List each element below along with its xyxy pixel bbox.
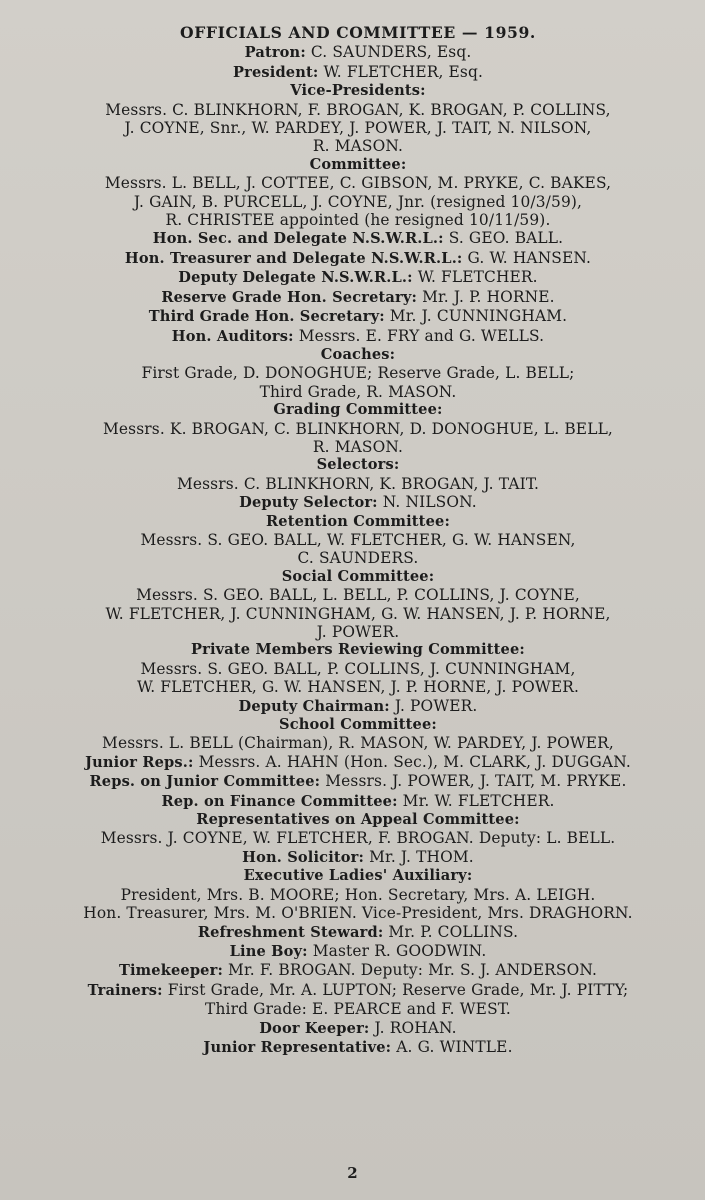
deputy-chairman-value: J. POWER.	[394, 696, 478, 715]
page-number: 2	[347, 1164, 358, 1182]
junior-representative-label: Junior Representative:	[203, 1038, 392, 1056]
reps-junior-committee-line	[46, 772, 670, 791]
door-keeper-value: J. ROHAN.	[374, 1018, 457, 1037]
committee-heading: Committee:	[309, 155, 407, 173]
timekeeper-value: Mr. F. BROGAN. Deputy: Mr. S. J. ANDERSON.	[228, 961, 598, 980]
trainers-value: First Grade, Mr. A. LUPTON; Reserve Grade, Mr. J. PITTY;	[167, 980, 629, 999]
vice-presidents-line: J. COYNE, Snr., W. PARDEY, J. POWER, J. TAIT, N. NILSON,	[124, 119, 592, 138]
hon-treasurer-line	[46, 249, 670, 268]
third-grade-secretary-label: Third Grade Hon. Secretary:	[148, 308, 385, 326]
reserve-grade-secretary-label: Reserve Grade Hon. Secretary:	[161, 288, 418, 306]
deputy-delegate-label: Deputy Delegate N.S.W.R.L.:	[178, 269, 413, 287]
hon-auditors-label: Hon. Auditors:	[171, 327, 294, 345]
timekeeper-label: Timekeeper:	[118, 962, 223, 980]
deputy-chairman-label: Deputy Chairman:	[238, 697, 390, 715]
deputy-selector-line	[46, 493, 670, 512]
president-value: W. FLETCHER, Esq.	[323, 62, 484, 81]
junior-reps-line	[46, 753, 670, 772]
page-title: OFFICIALS AND COMMITTEE — 1959.	[180, 24, 536, 42]
hon-sec-label: Hon. Sec. and Delegate N.S.W.R.L.:	[152, 230, 444, 248]
reps-junior-committee-label: Reps. on Junior Committee:	[89, 773, 321, 791]
officials-list	[46, 24, 670, 1057]
private-members-heading: Private Members Reviewing Committee:	[191, 641, 525, 659]
hon-sec-value: S. GEO. BALL.	[448, 229, 564, 248]
private-members-line: W. FLETCHER, G. W. HANSEN, J. P. HORNE, J. POWER.	[136, 678, 580, 697]
president-label: President:	[232, 63, 319, 81]
rep-finance-line	[46, 792, 670, 811]
trainers-line-2: Third Grade: E. PEARCE and F. WEST.	[205, 1000, 511, 1019]
trainers-label: Trainers:	[87, 981, 163, 999]
selectors-line: Messrs. C. BLINKHORN, K. BROGAN, J. TAIT.	[176, 474, 540, 493]
hon-sec-line	[46, 229, 670, 248]
reserve-grade-secretary-line	[46, 288, 670, 307]
refreshment-steward-line	[46, 923, 670, 942]
vice-presidents-heading: Vice-Presidents:	[290, 82, 426, 100]
committee-line: J. GAIN, B. PURCELL, J. COYNE, Jnr. (resigned 10/3/59),	[133, 192, 583, 211]
rep-finance-label: Rep. on Finance Committee:	[161, 792, 398, 810]
committee-line: R. CHRISTEE appointed (he resigned 10/11/59).	[165, 211, 551, 230]
third-grade-secretary-line	[46, 307, 670, 326]
social-committee-line: Messrs. S. GEO. BALL, L. BELL, P. COLLINS, J. COYNE,	[136, 586, 580, 605]
line-boy-line	[46, 942, 670, 961]
hon-solicitor-line	[46, 848, 670, 867]
patron-line	[46, 43, 670, 62]
ladies-auxiliary-line: Hon. Treasurer, Mrs. M. O'BRIEN. Vice-President, Mrs. DRAGHORN.	[83, 904, 633, 923]
junior-reps-value: Messrs. A. HAHN (Hon. Sec.), M. CLARK, J. DUGGAN.	[198, 752, 631, 771]
ladies-auxiliary-line: President, Mrs. B. MOORE; Hon. Secretary, Mrs. A. LEIGH.	[120, 885, 596, 904]
deputy-delegate-value: W. FLETCHER.	[417, 268, 538, 287]
patron-value: C. SAUNDERS, Esq.	[310, 43, 472, 62]
hon-treasurer-value: G. W. HANSEN.	[467, 248, 592, 267]
trainers-line	[46, 981, 670, 1000]
hon-treasurer-label: Hon. Treasurer and Delegate N.S.W.R.L.:	[124, 249, 463, 267]
grading-committee-line: Messrs. K. BROGAN, C. BLINKHORN, D. DONOGHUE, L. BELL,	[103, 419, 613, 438]
retention-committee-line: C. SAUNDERS.	[297, 549, 419, 568]
third-grade-secretary-value: Mr. J. CUNNINGHAM.	[389, 307, 568, 326]
refreshment-steward-label: Refreshment Steward:	[197, 923, 384, 941]
refreshment-steward-value: Mr. P. COLLINS.	[388, 922, 519, 941]
grading-committee-line: R. MASON.	[312, 437, 404, 456]
ladies-auxiliary-heading: Executive Ladies' Auxiliary:	[243, 867, 473, 885]
school-committee-heading: School Committee:	[279, 716, 437, 734]
appeal-committee-line: Messrs. J. COYNE, W. FLETCHER, F. BROGAN. Deputy: L. BELL.	[100, 829, 616, 848]
hon-solicitor-value: Mr. J. THOM.	[369, 847, 474, 866]
social-committee-line: J. POWER.	[316, 623, 400, 641]
reps-junior-committee-value: Messrs. J. POWER, J. TAIT, M. PRYKE.	[325, 772, 627, 791]
hon-auditors-line	[46, 327, 670, 346]
junior-reps-label: Junior Reps.:	[85, 753, 194, 771]
line-boy-value: Master R. GOODWIN.	[312, 941, 487, 960]
committee-line: Messrs. L. BELL, J. COTTEE, C. GIBSON, M. PRYKE, C. BAKES,	[104, 174, 612, 193]
coaches-line: First Grade, D. DONOGHUE; Reserve Grade, L. BELL;	[141, 364, 575, 383]
door-keeper-line	[46, 1019, 670, 1038]
president-line	[46, 63, 670, 82]
timekeeper-line	[46, 961, 670, 980]
retention-committee-line: Messrs. S. GEO. BALL, W. FLETCHER, G. W. HANSEN,	[140, 530, 576, 549]
coaches-line: Third Grade, R. MASON.	[259, 382, 457, 401]
grading-committee-heading: Grading Committee:	[273, 401, 443, 419]
coaches-heading: Coaches:	[320, 345, 396, 363]
selectors-heading: Selectors:	[316, 456, 400, 474]
line-boy-label: Line Boy:	[229, 942, 308, 960]
vice-presidents-line: Messrs. C. BLINKHORN, F. BROGAN, K. BROGAN, P. COLLINS,	[105, 100, 611, 119]
private-members-line: Messrs. S. GEO. BALL, P. COLLINS, J. CUNNINGHAM,	[140, 659, 576, 678]
door-keeper-label: Door Keeper:	[259, 1019, 370, 1037]
deputy-selector-value: N. NILSON.	[382, 493, 477, 512]
hon-solicitor-label: Hon. Solicitor:	[242, 848, 365, 866]
school-committee-line: Messrs. L. BELL (Chairman), R. MASON, W. PARDEY, J. POWER,	[102, 734, 614, 753]
patron-label: Patron:	[244, 44, 306, 62]
rep-finance-value: Mr. W. FLETCHER.	[402, 791, 555, 810]
reserve-grade-secretary-value: Mr. J. P. HORNE.	[422, 287, 555, 306]
social-committee-heading: Social Committee:	[281, 567, 435, 585]
junior-representative-value: A. G. WINTLE.	[396, 1037, 513, 1056]
social-committee-line: W. FLETCHER, J. CUNNINGHAM, G. W. HANSEN, J. P. HORNE,	[105, 604, 611, 623]
hon-auditors-value: Messrs. E. FRY and G. WELLS.	[298, 326, 545, 345]
vice-presidents-line: R. MASON.	[312, 137, 404, 156]
deputy-selector-label: Deputy Selector:	[239, 494, 378, 512]
retention-committee-heading: Retention Committee:	[266, 512, 450, 530]
appeal-committee-heading: Representatives on Appeal Committee:	[196, 811, 520, 829]
deputy-delegate-line	[46, 268, 670, 287]
junior-representative-line	[46, 1038, 670, 1057]
deputy-chairman-line	[46, 697, 670, 716]
